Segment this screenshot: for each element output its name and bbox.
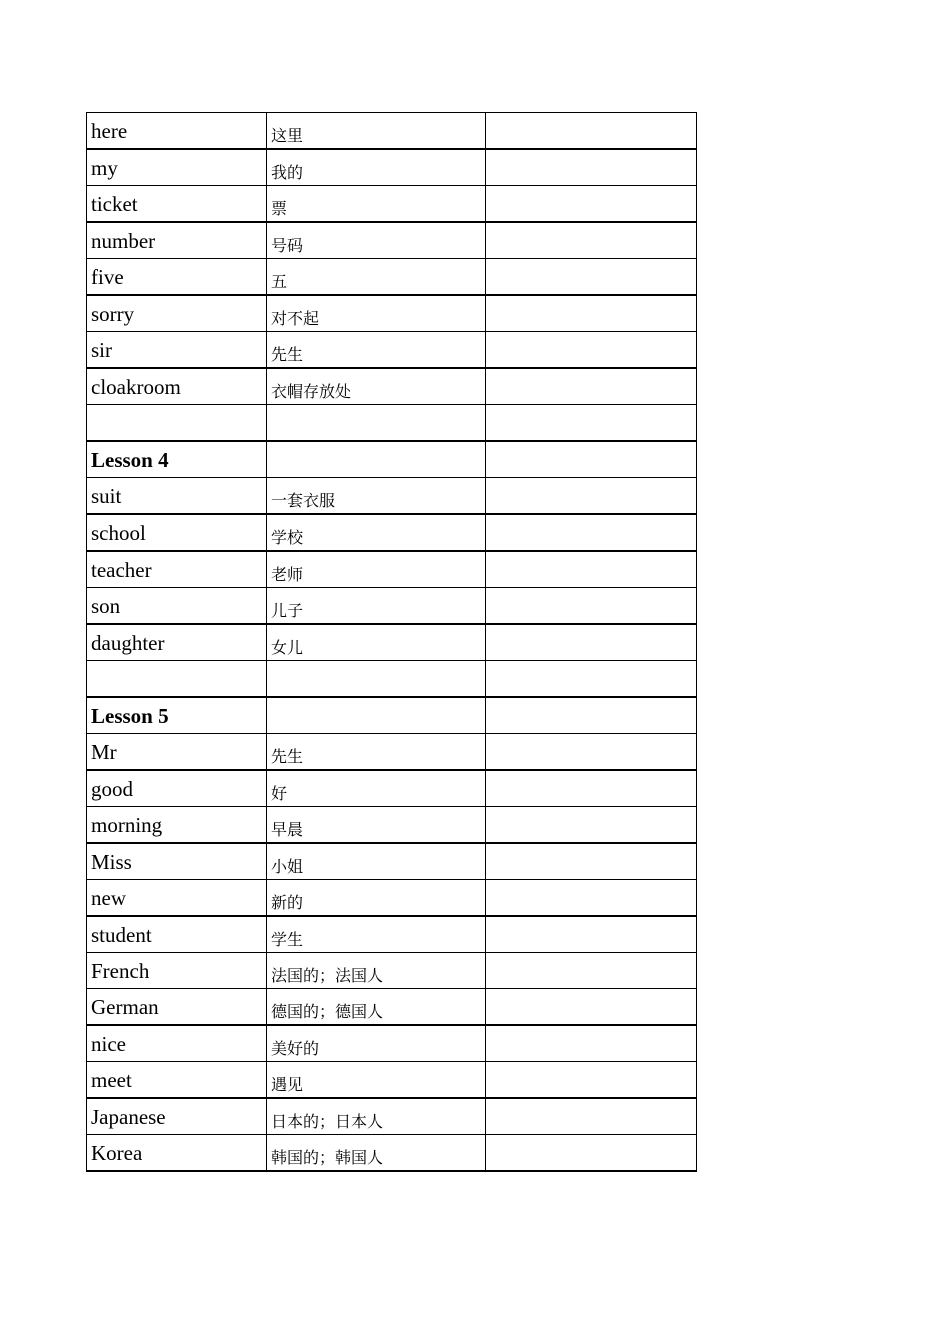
chinese-meaning: 韩国的；韩国人 xyxy=(267,1135,486,1172)
chinese-meaning: 这里 xyxy=(267,113,486,150)
english-word: Miss xyxy=(87,843,267,880)
english-word xyxy=(87,405,267,442)
english-word: Japanese xyxy=(87,1098,267,1135)
english-word: here xyxy=(87,113,267,150)
chinese-meaning: 日本的；日本人 xyxy=(267,1098,486,1135)
lesson-heading-row xyxy=(87,441,697,478)
english-word: meet xyxy=(87,1062,267,1099)
english-word: school xyxy=(87,514,267,551)
vocab-row xyxy=(87,770,697,807)
blank-cell xyxy=(486,1025,697,1062)
blank-cell xyxy=(486,1135,697,1172)
vocab-row xyxy=(87,624,697,661)
blank-cell xyxy=(486,222,697,259)
vocab-row xyxy=(87,295,697,332)
vocab-row xyxy=(87,1025,697,1062)
chinese-meaning: 老师 xyxy=(267,551,486,588)
english-word: ticket xyxy=(87,186,267,223)
chinese-meaning: 我的 xyxy=(267,149,486,186)
blank-cell xyxy=(486,1098,697,1135)
chinese-meaning: 遇见 xyxy=(267,1062,486,1099)
blank-cell xyxy=(486,514,697,551)
chinese-meaning: 儿子 xyxy=(267,587,486,624)
vocabulary-table-body xyxy=(87,113,697,1172)
vocab-row xyxy=(87,113,697,150)
blank-cell xyxy=(486,441,697,478)
blank-cell xyxy=(486,806,697,843)
vocab-row xyxy=(87,259,697,296)
vocab-row xyxy=(87,149,697,186)
lesson-heading: Lesson 5 xyxy=(87,697,267,734)
chinese-meaning: 小姐 xyxy=(267,843,486,880)
english-word: sir xyxy=(87,332,267,369)
chinese-meaning: 早晨 xyxy=(267,806,486,843)
english-word: five xyxy=(87,259,267,296)
vocab-row xyxy=(87,1062,697,1099)
chinese-meaning: 号码 xyxy=(267,222,486,259)
chinese-meaning: 美好的 xyxy=(267,1025,486,1062)
vocabulary-table xyxy=(86,112,697,1172)
vocab-row xyxy=(87,551,697,588)
chinese-meaning: 衣帽存放处 xyxy=(267,368,486,405)
blank-cell xyxy=(486,733,697,770)
lesson-heading: Lesson 4 xyxy=(87,441,267,478)
chinese-meaning: 票 xyxy=(267,186,486,223)
chinese-meaning xyxy=(267,697,486,734)
blank-cell xyxy=(486,587,697,624)
chinese-meaning: 德国的；德国人 xyxy=(267,989,486,1026)
chinese-meaning xyxy=(267,660,486,697)
vocab-row xyxy=(87,1098,697,1135)
vocab-row xyxy=(87,478,697,515)
english-word: student xyxy=(87,916,267,953)
chinese-meaning: 学生 xyxy=(267,916,486,953)
chinese-meaning: 五 xyxy=(267,259,486,296)
english-word xyxy=(87,660,267,697)
vocab-row xyxy=(87,332,697,369)
blank-cell xyxy=(486,295,697,332)
blank-cell xyxy=(486,660,697,697)
chinese-meaning xyxy=(267,405,486,442)
chinese-meaning: 好 xyxy=(267,770,486,807)
blank-cell xyxy=(486,770,697,807)
vocab-row xyxy=(87,368,697,405)
spacer-row xyxy=(87,660,697,697)
vocab-row xyxy=(87,916,697,953)
chinese-meaning xyxy=(267,441,486,478)
english-word: new xyxy=(87,879,267,916)
vocab-row xyxy=(87,989,697,1026)
english-word: nice xyxy=(87,1025,267,1062)
english-word: sorry xyxy=(87,295,267,332)
blank-cell xyxy=(486,186,697,223)
vocab-row xyxy=(87,1135,697,1172)
blank-cell xyxy=(486,624,697,661)
english-word: suit xyxy=(87,478,267,515)
blank-cell xyxy=(486,113,697,150)
blank-cell xyxy=(486,149,697,186)
chinese-meaning: 一套衣服 xyxy=(267,478,486,515)
blank-cell xyxy=(486,332,697,369)
english-word: teacher xyxy=(87,551,267,588)
english-word: morning xyxy=(87,806,267,843)
chinese-meaning: 对不起 xyxy=(267,295,486,332)
vocab-row xyxy=(87,733,697,770)
blank-cell xyxy=(486,879,697,916)
vocab-row xyxy=(87,186,697,223)
blank-cell xyxy=(486,478,697,515)
vocab-row xyxy=(87,843,697,880)
english-word: Korea xyxy=(87,1135,267,1172)
vocab-row xyxy=(87,879,697,916)
chinese-meaning: 法国的；法国人 xyxy=(267,952,486,989)
vocab-row xyxy=(87,222,697,259)
chinese-meaning: 女儿 xyxy=(267,624,486,661)
vocab-row xyxy=(87,806,697,843)
chinese-meaning: 学校 xyxy=(267,514,486,551)
chinese-meaning: 新的 xyxy=(267,879,486,916)
english-word: German xyxy=(87,989,267,1026)
blank-cell xyxy=(486,551,697,588)
blank-cell xyxy=(486,368,697,405)
blank-cell xyxy=(486,697,697,734)
english-word: Mr xyxy=(87,733,267,770)
english-word: daughter xyxy=(87,624,267,661)
vocab-row xyxy=(87,514,697,551)
english-word: number xyxy=(87,222,267,259)
blank-cell xyxy=(486,843,697,880)
chinese-meaning: 先生 xyxy=(267,733,486,770)
blank-cell xyxy=(486,989,697,1026)
blank-cell xyxy=(486,952,697,989)
vocab-row xyxy=(87,952,697,989)
lesson-heading-row xyxy=(87,697,697,734)
vocab-row xyxy=(87,587,697,624)
spacer-row xyxy=(87,405,697,442)
english-word: son xyxy=(87,587,267,624)
blank-cell xyxy=(486,1062,697,1099)
english-word: good xyxy=(87,770,267,807)
blank-cell xyxy=(486,405,697,442)
blank-cell xyxy=(486,259,697,296)
english-word: cloakroom xyxy=(87,368,267,405)
english-word: French xyxy=(87,952,267,989)
blank-cell xyxy=(486,916,697,953)
chinese-meaning: 先生 xyxy=(267,332,486,369)
english-word: my xyxy=(87,149,267,186)
